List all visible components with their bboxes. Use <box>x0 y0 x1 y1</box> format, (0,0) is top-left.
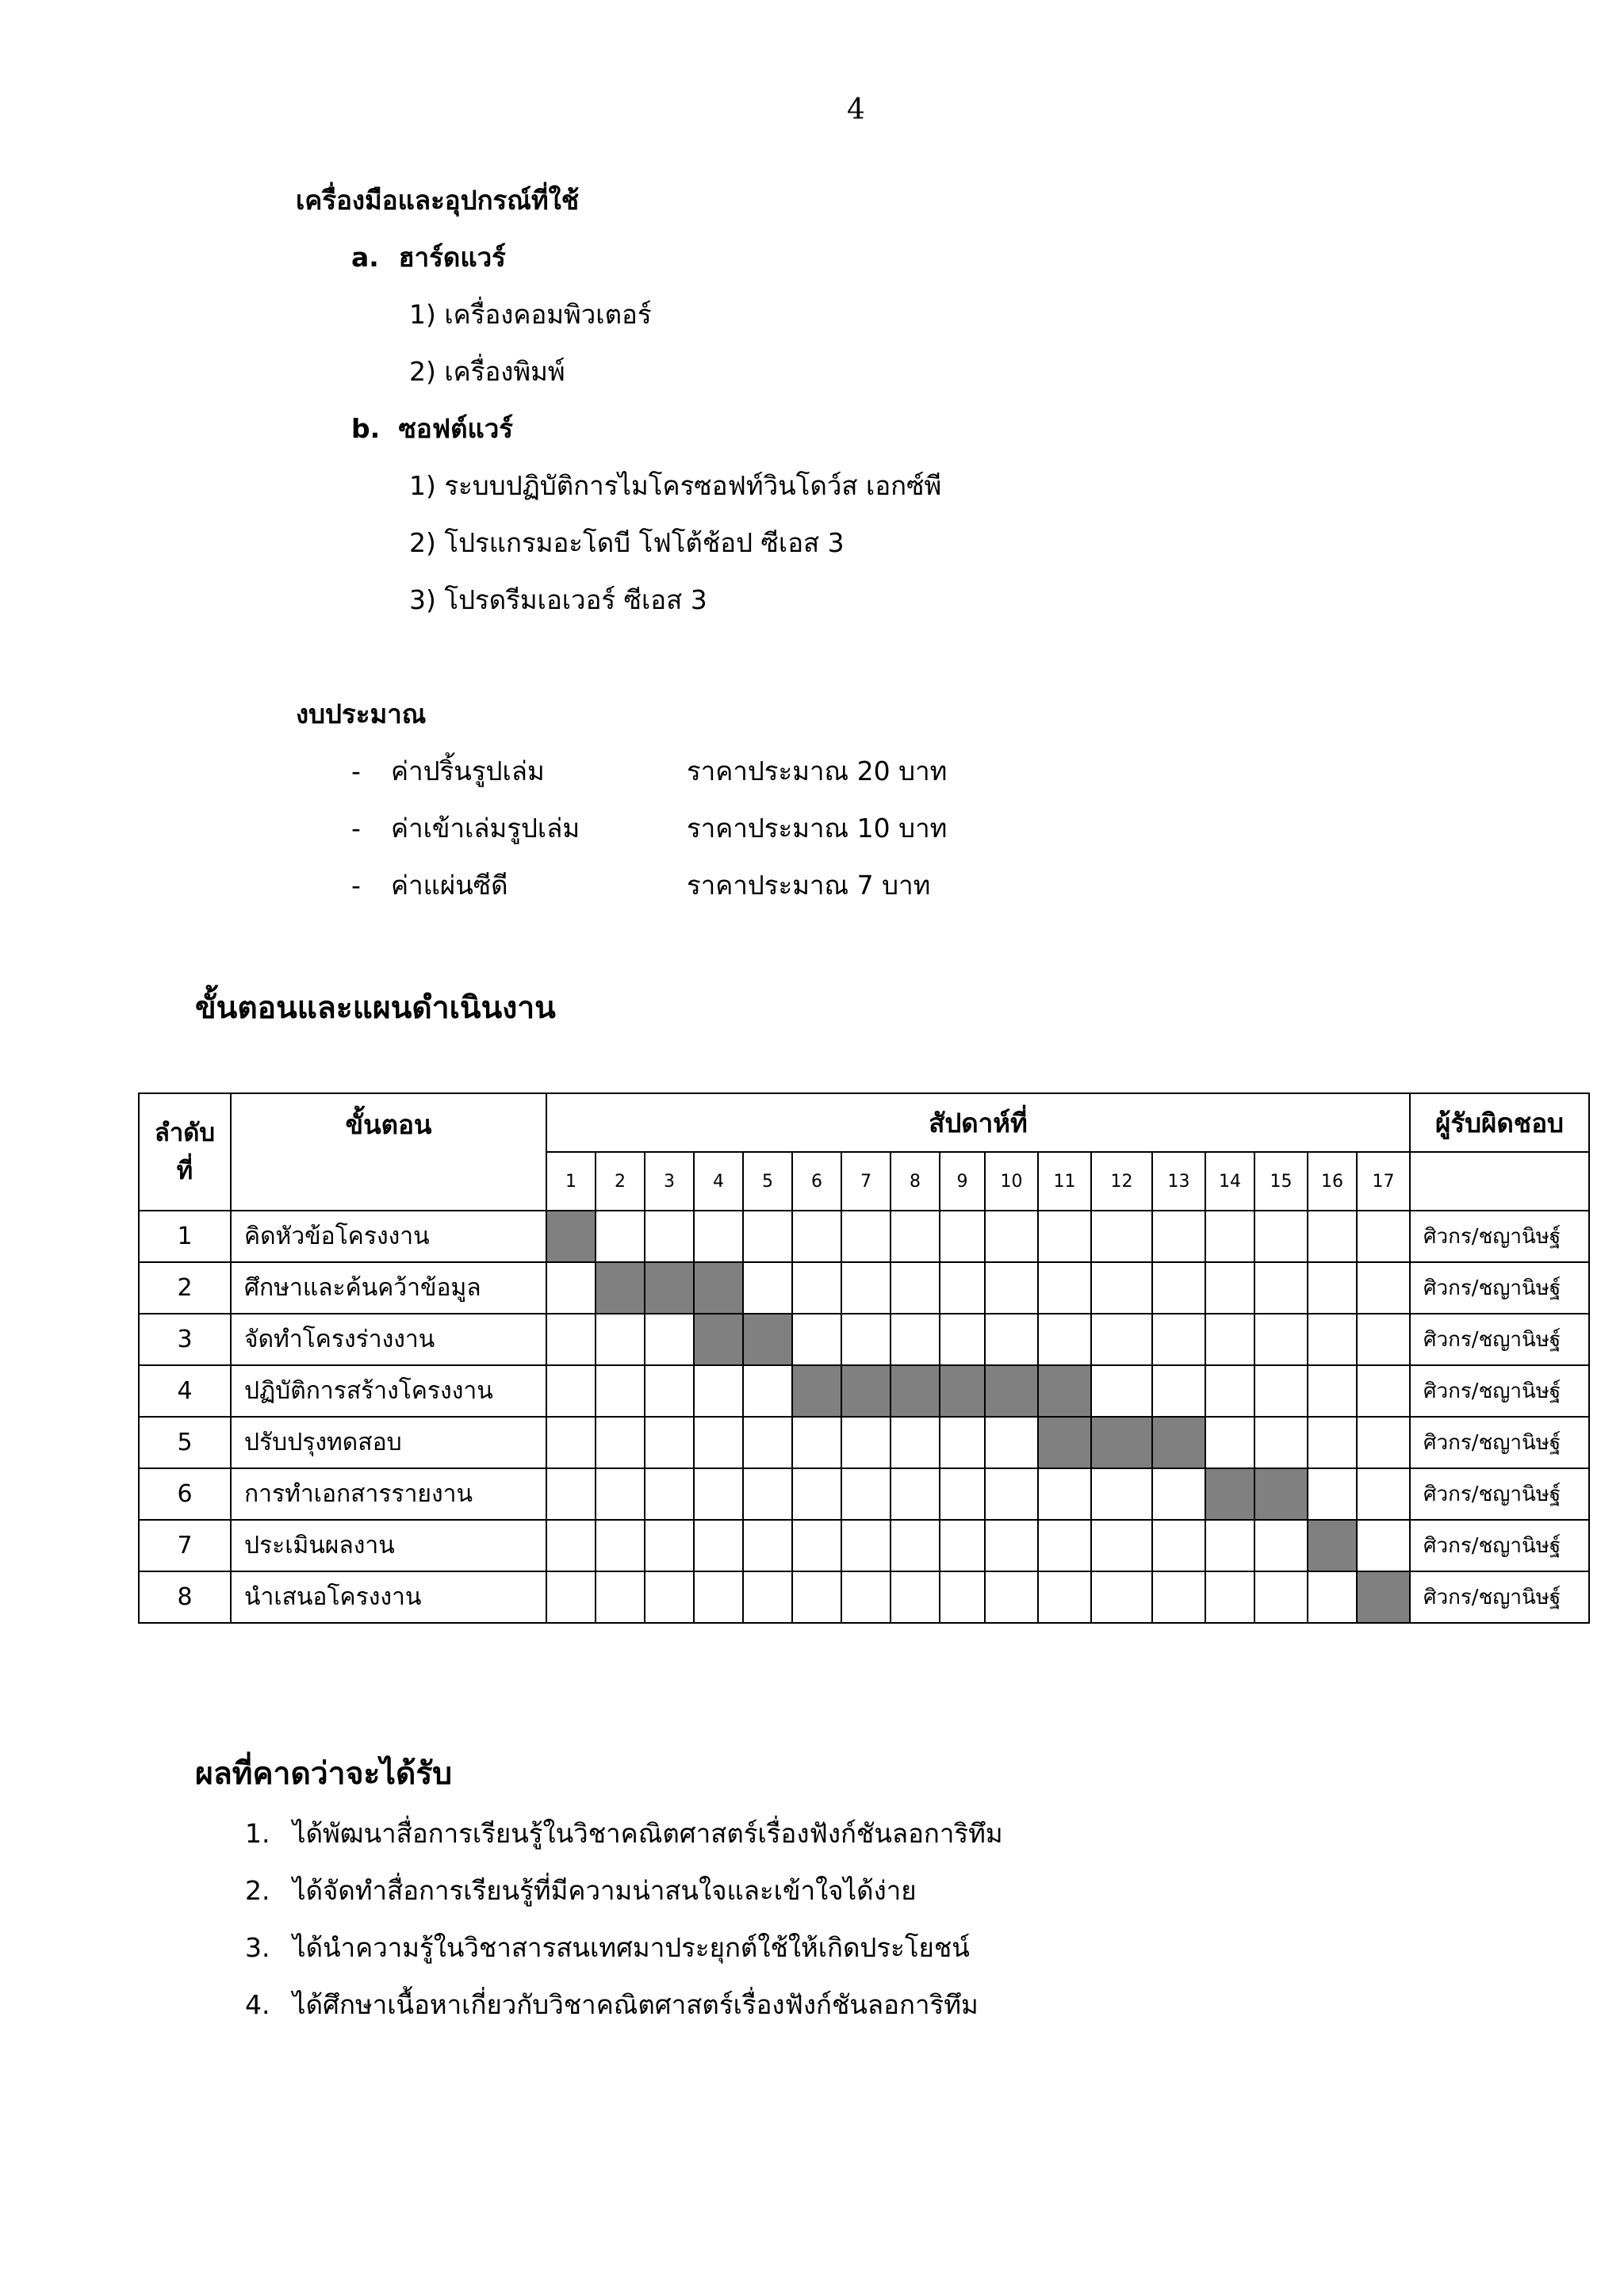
gantt-empty-cell <box>891 1520 940 1571</box>
bullet: - <box>351 756 361 786</box>
gantt-empty-cell <box>792 1262 841 1314</box>
row-number: 6 <box>139 1468 231 1520</box>
gantt-bar-cell <box>1254 1468 1308 1520</box>
gantt-empty-cell <box>1205 1365 1254 1417</box>
gantt-empty-cell <box>743 1520 792 1571</box>
budget-item <box>351 750 947 792</box>
gantt-empty-cell <box>694 1417 743 1468</box>
gantt-bar-cell <box>891 1365 940 1417</box>
gantt-empty-cell <box>694 1520 743 1571</box>
bullet: - <box>351 870 361 901</box>
gantt-empty-cell <box>1205 1417 1254 1468</box>
gantt-empty-cell <box>1308 1468 1357 1520</box>
responsible-name: ศิวกร/ชญานิษฐ์ <box>1410 1520 1589 1571</box>
gantt-empty-cell <box>841 1571 891 1623</box>
row-number: 4 <box>139 1365 231 1417</box>
list-marker: 2. <box>245 1875 270 1906</box>
gantt-empty-cell <box>596 1468 645 1520</box>
responsible-name: ศิวกร/ชญานิษฐ์ <box>1410 1468 1589 1520</box>
gantt-empty-cell <box>743 1571 792 1623</box>
tools-heading: เครื่องมือและอุปกรณ์ที่ใช้ <box>296 185 580 216</box>
step-header: ขั้นตอน <box>231 1093 546 1211</box>
table-row <box>139 1468 1589 1520</box>
gantt-empty-cell <box>841 1520 891 1571</box>
gantt-bar-cell <box>1038 1365 1091 1417</box>
gantt-empty-cell <box>891 1211 940 1262</box>
gantt-empty-cell <box>694 1365 743 1417</box>
responsible-name: ศิวกร/ชญานิษฐ์ <box>1410 1417 1589 1468</box>
gantt-empty-cell <box>645 1468 694 1520</box>
gantt-empty-cell <box>841 1314 891 1365</box>
week-number: 16 <box>1308 1152 1357 1211</box>
gantt-bar-cell <box>743 1314 792 1365</box>
gantt-empty-cell <box>546 1520 596 1571</box>
table-row <box>139 1520 1589 1571</box>
gantt-empty-cell <box>1357 1365 1410 1417</box>
result-item <box>245 1869 917 1911</box>
gantt-bar-cell <box>792 1365 841 1417</box>
gantt-empty-cell <box>1091 1520 1152 1571</box>
responsible-header: ผู้รับผิดชอบ <box>1410 1093 1589 1152</box>
weeks-header: สัปดาห์ที่ <box>546 1093 1410 1152</box>
week-number: 8 <box>891 1152 940 1211</box>
gantt-empty-cell <box>891 1314 940 1365</box>
gantt-empty-cell <box>596 1417 645 1468</box>
gantt-empty-cell <box>1254 1417 1308 1468</box>
responsible-name: ศิวกร/ชญานิษฐ์ <box>1410 1365 1589 1417</box>
gantt-empty-cell <box>645 1211 694 1262</box>
gantt-empty-cell <box>891 1262 940 1314</box>
software-item: 3) โปรดรีมเอเวอร์ ซีเอส 3 <box>409 584 707 615</box>
gantt-empty-cell <box>792 1468 841 1520</box>
gantt-empty-cell <box>1038 1211 1091 1262</box>
gantt-empty-cell <box>841 1211 891 1262</box>
step-name: ศึกษาและค้นคว้าข้อมูล <box>231 1262 546 1314</box>
week-number: 11 <box>1038 1152 1091 1211</box>
row-number: 3 <box>139 1314 231 1365</box>
gantt-empty-cell <box>792 1520 841 1571</box>
gantt-empty-cell <box>1091 1262 1152 1314</box>
order-header-line: ที่ <box>176 1157 193 1185</box>
gantt-bar-cell <box>985 1365 1038 1417</box>
gantt-bar-cell <box>940 1365 985 1417</box>
week-number: 1 <box>546 1152 596 1211</box>
gantt-empty-cell <box>1152 1571 1205 1623</box>
gantt-bar-cell <box>1357 1571 1410 1623</box>
week-number: 3 <box>645 1152 694 1211</box>
gantt-empty-cell <box>694 1571 743 1623</box>
gantt-empty-cell <box>1308 1417 1357 1468</box>
gantt-bar-cell <box>1205 1468 1254 1520</box>
plan-table-body <box>139 1211 1589 1623</box>
gantt-empty-cell <box>694 1468 743 1520</box>
gantt-empty-cell <box>985 1417 1038 1468</box>
row-number: 2 <box>139 1262 231 1314</box>
budget-item-price: ราคาประมาณ 7 บาท <box>687 870 931 901</box>
gantt-empty-cell <box>743 1262 792 1314</box>
gantt-empty-cell <box>985 1314 1038 1365</box>
gantt-empty-cell <box>940 1211 985 1262</box>
gantt-empty-cell <box>596 1211 645 1262</box>
gantt-empty-cell <box>1308 1571 1357 1623</box>
table-row <box>139 1211 1589 1262</box>
responsible-header-blank <box>1410 1152 1589 1211</box>
gantt-empty-cell <box>1091 1211 1152 1262</box>
gantt-empty-cell <box>792 1571 841 1623</box>
gantt-empty-cell <box>546 1314 596 1365</box>
budget-item-name: ค่าปริ้นรูปเล่ม <box>391 756 545 786</box>
gantt-empty-cell <box>1205 1520 1254 1571</box>
step-name: นำเสนอโครงงาน <box>231 1571 546 1623</box>
gantt-empty-cell <box>1152 1365 1205 1417</box>
table-header-row <box>139 1093 1589 1152</box>
gantt-empty-cell <box>940 1314 985 1365</box>
gantt-empty-cell <box>743 1365 792 1417</box>
result-text: ได้นำความรู้ในวิชาสารสนเทศมาประยุกต์ใช้ให้เกิดประโยชน์ <box>293 1932 970 1963</box>
budget-item-price: ราคาประมาณ 20 บาท <box>687 756 948 786</box>
software-item: 2) โปรแกรมอะโดบี โฟโต้ช้อป ซีเอส 3 <box>409 527 845 558</box>
order-header-line: ลำดับ <box>154 1119 216 1147</box>
gantt-empty-cell <box>1254 1365 1308 1417</box>
gantt-empty-cell <box>792 1314 841 1365</box>
week-number: 7 <box>841 1152 891 1211</box>
gantt-empty-cell <box>1254 1520 1308 1571</box>
gantt-empty-cell <box>1038 1571 1091 1623</box>
gantt-empty-cell <box>940 1520 985 1571</box>
list-marker: 3. <box>245 1932 270 1963</box>
gantt-empty-cell <box>940 1417 985 1468</box>
gantt-empty-cell <box>891 1468 940 1520</box>
week-number: 12 <box>1091 1152 1152 1211</box>
gantt-empty-cell <box>694 1211 743 1262</box>
gantt-bar-cell <box>694 1262 743 1314</box>
budget-item <box>351 864 930 906</box>
gantt-empty-cell <box>985 1468 1038 1520</box>
table-row <box>139 1262 1589 1314</box>
row-number: 8 <box>139 1571 231 1623</box>
budget-item-price: ราคาประมาณ 10 บาท <box>687 813 948 844</box>
gantt-empty-cell <box>1357 1520 1410 1571</box>
plan-heading: ขั้นตอนและแผนดำเนินงาน <box>195 990 556 1026</box>
gantt-empty-cell <box>841 1417 891 1468</box>
hardware-heading <box>351 236 506 278</box>
step-name: ประเมินผลงาน <box>231 1520 546 1571</box>
gantt-empty-cell <box>645 1520 694 1571</box>
gantt-empty-cell <box>1254 1571 1308 1623</box>
gantt-empty-cell <box>1038 1520 1091 1571</box>
week-number: 17 <box>1357 1152 1410 1211</box>
gantt-empty-cell <box>940 1468 985 1520</box>
step-name: ปฏิบัติการสร้างโครงงาน <box>231 1365 546 1417</box>
gantt-empty-cell <box>792 1417 841 1468</box>
gantt-empty-cell <box>596 1520 645 1571</box>
table-row <box>139 1365 1589 1417</box>
gantt-empty-cell <box>1254 1262 1308 1314</box>
gantt-empty-cell <box>1205 1571 1254 1623</box>
gantt-bar-cell <box>1091 1417 1152 1468</box>
result-item <box>245 1927 970 1969</box>
week-number: 13 <box>1152 1152 1205 1211</box>
gantt-empty-cell <box>1091 1365 1152 1417</box>
gantt-empty-cell <box>1357 1468 1410 1520</box>
hardware-item: 1) เครื่องคอมพิวเตอร์ <box>409 299 652 330</box>
gantt-empty-cell <box>645 1365 694 1417</box>
step-name: คิดหัวข้อโครงงาน <box>231 1211 546 1262</box>
list-marker: 1. <box>245 1818 270 1849</box>
gantt-empty-cell <box>891 1417 940 1468</box>
result-text: ได้พัฒนาสื่อการเรียนรู้ในวิชาคณิตศาสตร์เรื่องฟังก์ชันลอการิทึม <box>293 1818 1003 1849</box>
gantt-empty-cell <box>940 1571 985 1623</box>
gantt-empty-cell <box>743 1211 792 1262</box>
gantt-empty-cell <box>1152 1520 1205 1571</box>
gantt-empty-cell <box>1357 1314 1410 1365</box>
step-name: จัดทำโครงร่างงาน <box>231 1314 546 1365</box>
gantt-empty-cell <box>1091 1571 1152 1623</box>
gantt-bar-cell <box>596 1262 645 1314</box>
gantt-empty-cell <box>1205 1262 1254 1314</box>
gantt-empty-cell <box>985 1262 1038 1314</box>
budget-item-name: ค่าแผ่นซีดี <box>391 870 508 901</box>
software-title: ซอฟต์แวร์ <box>398 413 514 444</box>
gantt-bar-cell <box>1038 1417 1091 1468</box>
budget-item-name: ค่าเข้าเล่มรูปเล่ม <box>391 813 580 844</box>
software-heading <box>351 408 513 450</box>
week-number: 9 <box>940 1152 985 1211</box>
gantt-empty-cell <box>1152 1468 1205 1520</box>
gantt-empty-cell <box>1308 1211 1357 1262</box>
gantt-empty-cell <box>546 1468 596 1520</box>
gantt-empty-cell <box>940 1262 985 1314</box>
gantt-empty-cell <box>985 1211 1038 1262</box>
result-item <box>245 1984 979 2026</box>
result-item <box>245 1812 1003 1854</box>
gantt-empty-cell <box>1357 1262 1410 1314</box>
gantt-empty-cell <box>596 1571 645 1623</box>
gantt-empty-cell <box>985 1571 1038 1623</box>
gantt-empty-cell <box>645 1417 694 1468</box>
gantt-empty-cell <box>841 1468 891 1520</box>
gantt-empty-cell <box>1091 1314 1152 1365</box>
gantt-empty-cell <box>743 1417 792 1468</box>
gantt-bar-cell <box>841 1365 891 1417</box>
gantt-empty-cell <box>1205 1314 1254 1365</box>
week-number: 5 <box>743 1152 792 1211</box>
responsible-name: ศิวกร/ชญานิษฐ์ <box>1410 1571 1589 1623</box>
gantt-empty-cell <box>792 1211 841 1262</box>
gantt-empty-cell <box>1205 1211 1254 1262</box>
gantt-empty-cell <box>1254 1211 1308 1262</box>
gantt-empty-cell <box>546 1365 596 1417</box>
budget-heading: งบประมาณ <box>296 698 427 729</box>
gantt-empty-cell <box>1038 1468 1091 1520</box>
step-name: ปรับปรุงทดสอบ <box>231 1417 546 1468</box>
gantt-bar-cell <box>645 1262 694 1314</box>
plan-table <box>138 1093 1590 1624</box>
hardware-title: ฮาร์ดแวร์ <box>398 242 506 273</box>
row-number: 1 <box>139 1211 231 1262</box>
responsible-name: ศิวกร/ชญานิษฐ์ <box>1410 1211 1589 1262</box>
gantt-empty-cell <box>841 1262 891 1314</box>
table-row <box>139 1571 1589 1623</box>
gantt-empty-cell <box>1357 1211 1410 1262</box>
week-number: 14 <box>1205 1152 1254 1211</box>
gantt-empty-cell <box>1038 1314 1091 1365</box>
responsible-name: ศิวกร/ชญานิษฐ์ <box>1410 1314 1589 1365</box>
week-number: 10 <box>985 1152 1038 1211</box>
gantt-empty-cell <box>546 1262 596 1314</box>
gantt-empty-cell <box>1357 1417 1410 1468</box>
gantt-empty-cell <box>1091 1468 1152 1520</box>
list-marker: 4. <box>245 1989 270 2020</box>
order-header <box>139 1093 231 1211</box>
gantt-empty-cell <box>1308 1262 1357 1314</box>
gantt-empty-cell <box>743 1468 792 1520</box>
gantt-empty-cell <box>1038 1262 1091 1314</box>
gantt-empty-cell <box>546 1417 596 1468</box>
page-number: 4 <box>847 94 865 126</box>
gantt-empty-cell <box>596 1365 645 1417</box>
software-item: 1) ระบบปฏิบัติการไมโครซอฟท์วินโดว์ส เอกซ์พี <box>409 470 942 501</box>
gantt-bar-cell <box>1152 1417 1205 1468</box>
week-number: 4 <box>694 1152 743 1211</box>
budget-item <box>351 807 947 849</box>
gantt-empty-cell <box>1152 1314 1205 1365</box>
row-number: 5 <box>139 1417 231 1468</box>
responsible-name: ศิวกร/ชญานิษฐ์ <box>1410 1262 1589 1314</box>
gantt-empty-cell <box>985 1520 1038 1571</box>
gantt-empty-cell <box>1152 1211 1205 1262</box>
week-number: 6 <box>792 1152 841 1211</box>
gantt-bar-cell <box>1308 1520 1357 1571</box>
gantt-empty-cell <box>1308 1365 1357 1417</box>
gantt-empty-cell <box>596 1314 645 1365</box>
row-number: 7 <box>139 1520 231 1571</box>
table-row <box>139 1417 1589 1468</box>
list-marker: a. <box>351 242 379 273</box>
gantt-bar-cell <box>546 1211 596 1262</box>
gantt-empty-cell <box>1254 1314 1308 1365</box>
gantt-empty-cell <box>891 1571 940 1623</box>
gantt-empty-cell <box>546 1571 596 1623</box>
gantt-empty-cell <box>645 1314 694 1365</box>
result-text: ได้ศึกษาเนื้อหาเกี่ยวกับวิชาคณิตศาสตร์เรื่องฟังก์ชันลอการิทึม <box>293 1989 979 2020</box>
list-marker: b. <box>351 413 381 444</box>
gantt-empty-cell <box>1308 1314 1357 1365</box>
gantt-bar-cell <box>694 1314 743 1365</box>
step-name: การทำเอกสารรายงาน <box>231 1468 546 1520</box>
gantt-empty-cell <box>1152 1262 1205 1314</box>
gantt-empty-cell <box>645 1571 694 1623</box>
results-heading: ผลที่คาดว่าจะได้รับ <box>195 1756 453 1792</box>
result-text: ได้จัดทำสื่อการเรียนรู้ที่มีความน่าสนใจและเข้าใจได้ง่าย <box>293 1875 917 1906</box>
table-row <box>139 1314 1589 1365</box>
bullet: - <box>351 813 361 844</box>
hardware-item: 2) เครื่องพิมพ์ <box>409 356 565 387</box>
week-number: 15 <box>1254 1152 1308 1211</box>
week-number: 2 <box>596 1152 645 1211</box>
